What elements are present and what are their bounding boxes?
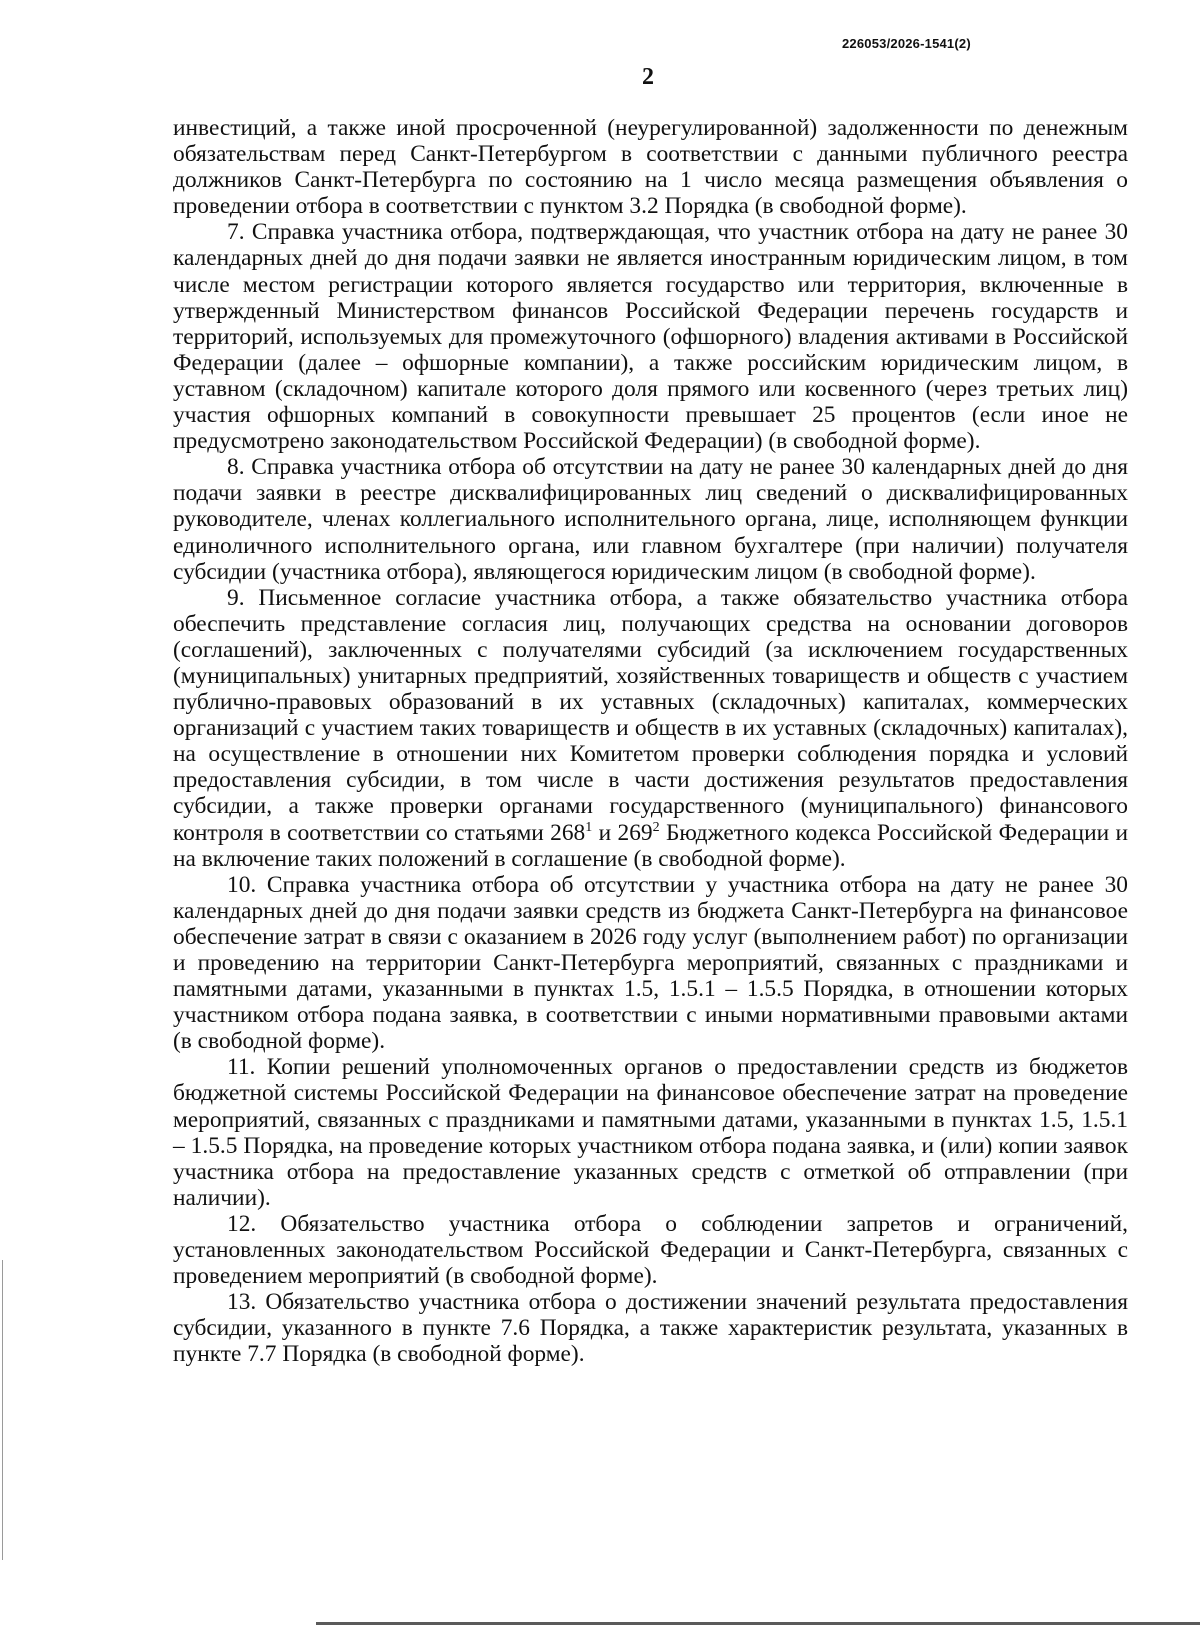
footnote-superscript-2: 2 (652, 819, 660, 835)
scan-margin-line (2, 1260, 3, 1560)
paragraph-item-9-text-mid: и 269 (592, 819, 653, 846)
paragraph-item-12: 12. Обязательство участника отбора о соблюдении запретов и ограничений, установленных законодательством Российской Федерации и Санкт-Петербурга, связанных с проведением мероприятий (в свободной форме). (173, 1210, 1128, 1290)
paragraph-item-13: 13. Обязательство участника отбора о достижении значений результата предоставления субсидии, указанного в пункте 7.6 Порядка, а также характеристик результата, указанных в пункте 7.7 Порядка (в свободной форме). (173, 1289, 1128, 1368)
paragraph-item-10: 10. Справка участника отбора об отсутствии у участника отбора на дату не ранее 30 календарных дней до дня подачи заявки средств из бюджета Санкт-Петербурга на финансовое обеспечение затрат в связи с оказанием в 2026 году услуг (выполнением работ) по организации и проведению на территории Санкт-Петербурга мероприятий, связанных с праздниками и памятными датами, указанными в пунктах 1.5, 1.5.1 – 1.5.5 Порядка, в отношении которых участником отбора подана заявка, в соответствии с иными нормативными правовыми актами (в свободной форме). (173, 871, 1128, 1055)
paragraph-item-7: 7. Справка участника отбора, подтверждающая, что участник отбора на дату не ранее 30 календарных дней до дня подачи заявки не является иностранным юридическим лицом, в том числе местом регистрации которого является государство или территория, включенные в утвержденный Министерством финансов Российской Федерации перечень государств и территорий, используемых для промежуточного (офшорного) владения активами в Российской Федерации (далее – офшорные компании), а также российским юридическим лицом, в уставном (складочном) капитале которого доля прямого или косвенного (через третьих лиц) участия офшорных компаний в совокупности превышает 25 процентов (если иное не предусмотрено законодательством Российской Федерации) (в свободной форме). (173, 219, 1128, 455)
page-number: 2 (642, 64, 654, 90)
paragraph-item-9-text-before: 9. Письменное согласие участника отбора, а также обязательство участника отбора обеспечить представление согласия лиц, получающих средства на основании договоров (соглашений), заключенных с получателями субсидий (за исключением государственных (муниципальных) унитарных предприятий, хозяйственных товариществ и обществ с участием публично-правовых образований в их уставных (складочных) капиталах, коммерческих организаций с участием таких товариществ и обществ в их уставных (складочных) капиталах), на осуществление в отношении них Комитетом проверки соблюдения порядка и условий предоставления субсидии, в том числе в части достижения результатов предоставления субсидии, а также проверки органами государственного (муниципального) финансового контроля в соответствии со статьями 268 (173, 584, 1128, 846)
paragraph-item-9 (173, 585, 1128, 872)
paragraph-item-9-text-after: Бюджетного кодекса Российской Федерации и на включение таких положений в соглашение (в свободной форме). (173, 819, 1128, 872)
footnote-superscript-1: 1 (585, 819, 593, 835)
document-registration-number: 226053/2026-1541(2) (842, 36, 971, 51)
paragraph-continuation: инвестиций, а также иной просроченной (неурегулированной) задолженности по денежным обязательствам перед Санкт-Петербургом в соответствии с данными публичного реестра должников Санкт-Петербурга по состоянию на 1 число месяца размещения объявления о проведении отбора в соответствии с пунктом 3.2 Порядка (в свободной форме). (173, 115, 1128, 220)
paragraph-item-11: 11. Копии решений уполномоченных органов о предоставлении средств из бюджетов бюджетной системы Российской Федерации на финансовое обеспечение затрат на проведение мероприятий, связанных с праздниками и памятными датами, указанными в пунктах 1.5, 1.5.1 – 1.5.5 Порядка, на проведение которых участником отбора подана заявка, и (или) копии заявок участника отбора на предоставление указанных средств с отметкой об отправлении (при наличии). (173, 1054, 1128, 1211)
document-body (173, 115, 1128, 1368)
paragraph-item-8: 8. Справка участника отбора об отсутствии на дату не ранее 30 календарных дней до дня подачи заявки в реестре дисквалифицированных лиц сведений о дисквалифицированных руководителе, членах коллегиального исполнительного органа, лице, исполняющем функции единоличного исполнительного органа, или главном бухгалтере (при наличии) получателя субсидии (участника отбора), являющегося юридическим лицом (в свободной форме). (173, 454, 1128, 585)
